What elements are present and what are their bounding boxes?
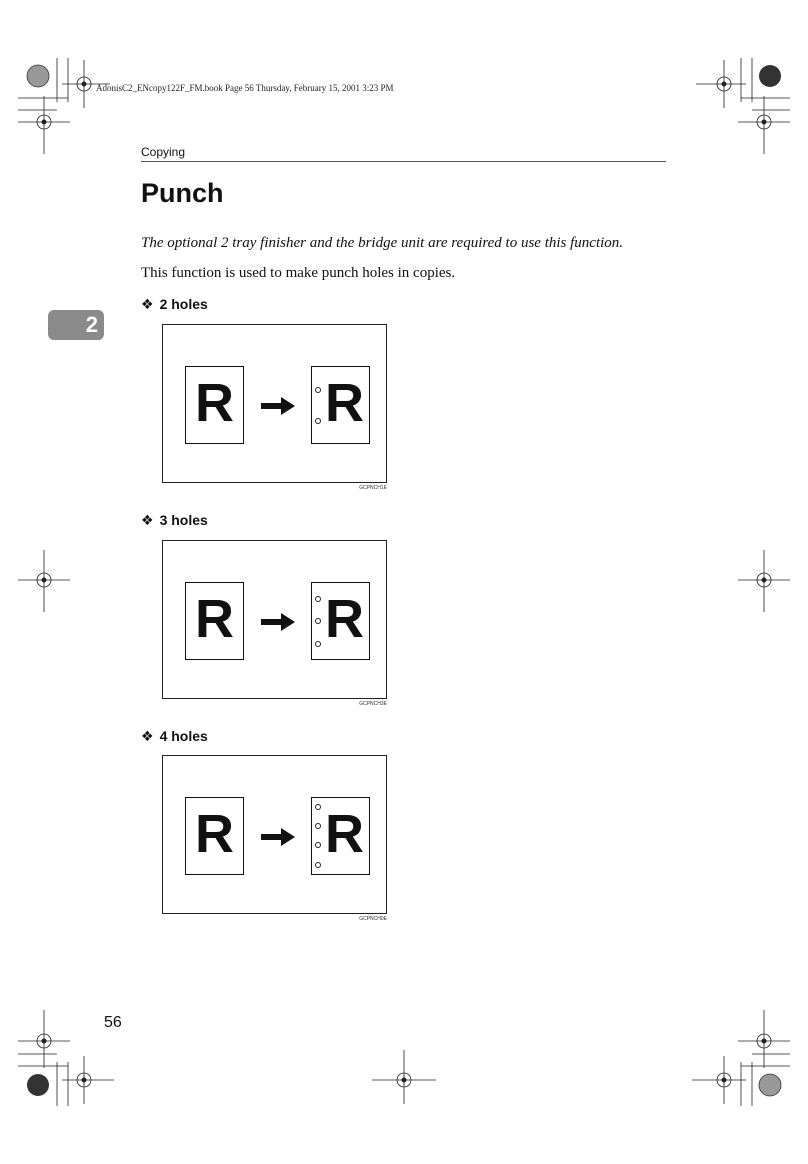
sheet-letter: R — [325, 589, 364, 649]
original-sheet — [185, 797, 244, 875]
figure-3-holes — [162, 540, 387, 699]
punched-sheet — [311, 582, 370, 660]
punched-sheet — [311, 366, 370, 444]
figure-code: GCPNCH0E — [359, 916, 387, 922]
page-number: 56 — [104, 1014, 122, 1031]
chapter-tab: 2 — [48, 310, 104, 340]
section-label: Copying — [141, 145, 186, 159]
sheet-letter: R — [195, 804, 234, 864]
subheading-2-holes — [141, 296, 208, 313]
subheading-text: 4 holes — [159, 728, 208, 744]
diamond-bullet-icon: ❖ — [141, 297, 154, 313]
original-sheet — [185, 366, 244, 444]
diamond-bullet-icon: ❖ — [141, 513, 154, 529]
subheading-text: 3 holes — [159, 512, 208, 528]
original-sheet — [185, 582, 244, 660]
figure-2-holes — [162, 324, 387, 483]
page-title: Punch — [141, 178, 224, 208]
arrow-right-icon — [261, 613, 295, 631]
sheet-letter: R — [195, 373, 234, 433]
figure-code: GCPNCH1E — [359, 485, 387, 491]
sheet-letter: R — [195, 589, 234, 649]
sheet-letter: R — [325, 804, 364, 864]
arrow-right-icon — [261, 397, 295, 415]
book-file-header: AdonisC2_ENcopy122F_FM.book Page 56 Thursday, February 15, 2001 3:23 PM — [96, 83, 394, 93]
subheading-3-holes — [141, 512, 208, 529]
figure-code: GCPNCH3E — [359, 701, 387, 707]
subheading-4-holes — [141, 728, 208, 745]
arrow-right-icon — [261, 828, 295, 846]
sheet-letter: R — [325, 373, 364, 433]
header-rule — [141, 161, 666, 162]
figure-4-holes — [162, 755, 387, 914]
diamond-bullet-icon: ❖ — [141, 729, 154, 745]
punched-sheet — [311, 797, 370, 875]
subheading-text: 2 holes — [159, 296, 208, 312]
requirement-note: The optional 2 tray finisher and the bridge unit are required to use this function. — [141, 235, 624, 251]
function-description: This function is used to make punch holes in copies. — [141, 265, 456, 281]
